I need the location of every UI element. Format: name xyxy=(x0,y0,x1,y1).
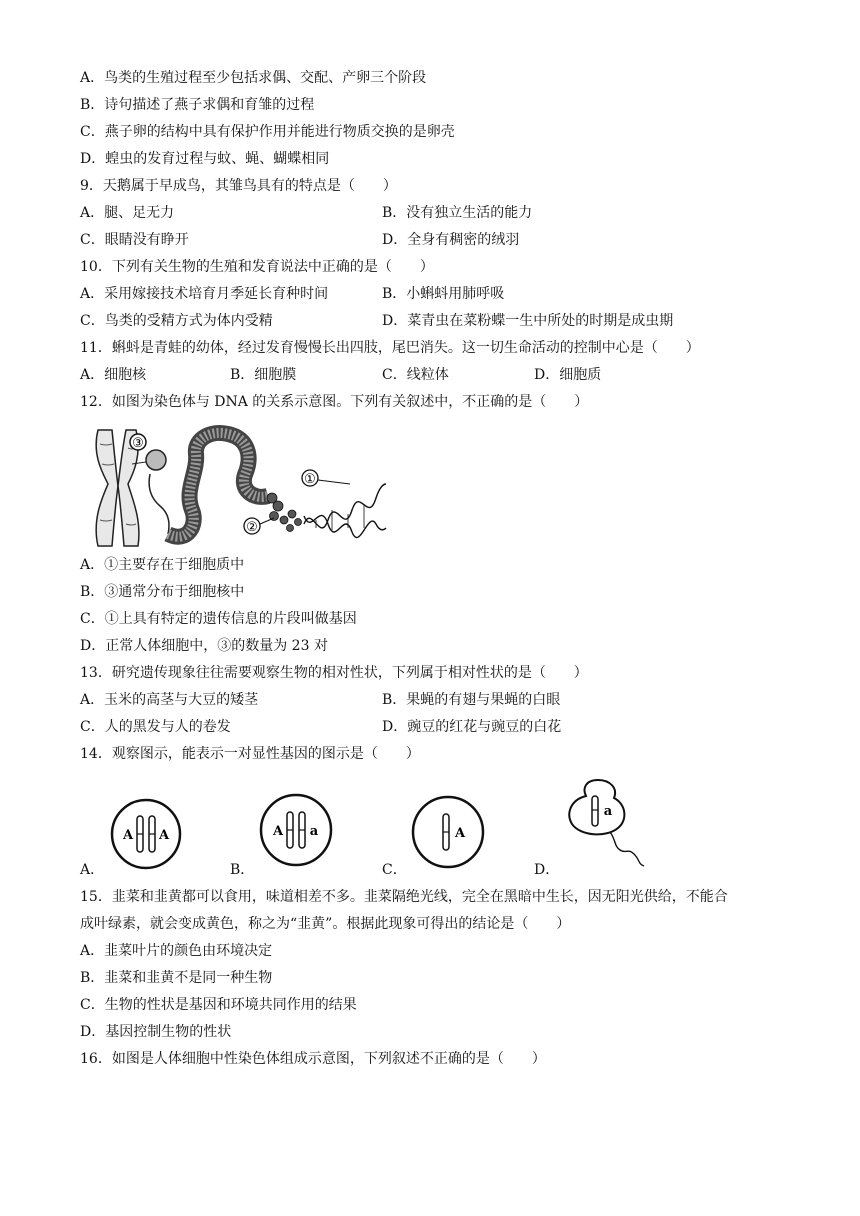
q12-stem: 12．如图为染色体与 DNA 的关系示意图。下列有关叙述中，不正确的是（ ） xyxy=(80,394,589,410)
q10-option-c: C．鸟类的受精方式为体内受精 xyxy=(80,313,273,329)
svg-text:A: A xyxy=(122,828,134,843)
q13-option-a: A．玉米的高茎与大豆的矮茎 xyxy=(80,692,259,708)
q12-option-d: D．正常人体细胞中，③的数量为 23 对 xyxy=(80,638,328,654)
q11-option-a: A．细胞核 xyxy=(80,367,147,383)
q8-option-c: C．燕子卵的结构中具有保护作用并能进行物质交换的是卵壳 xyxy=(80,124,455,140)
q12-option-b: B．③通常分布于细胞核中 xyxy=(80,584,245,600)
q15-option-b: B．韭菜和韭黄不是同一种生物 xyxy=(80,970,273,986)
fig-label-3: ③ xyxy=(132,436,144,451)
q13-option-d: D．豌豆的红花与豌豆的白花 xyxy=(382,719,562,735)
q12-option-a: A．①主要存在于细胞质中 xyxy=(80,557,245,573)
fig-label-2: ② xyxy=(246,520,258,535)
q9-option-a: A．腿、足无力 xyxy=(80,205,175,221)
q8-option-d: D．蝗虫的发育过程与蚊、蝇、蝴蝶相同 xyxy=(80,151,330,167)
q10-stem: 10．下列有关生物的生殖和发育说法中正确的是（ ） xyxy=(80,259,434,275)
q11-option-d: D．细胞质 xyxy=(534,367,602,383)
q11-stem: 11．蝌蚪是青蛙的幼体，经过发育慢慢长出四肢，尾巴消失。这一切生命活动的控制中心是（ ） xyxy=(80,340,700,356)
q14-option-c: C． xyxy=(382,862,407,878)
q10-option-b: B．小蝌蚪用肺呼吸 xyxy=(382,286,505,302)
q13-option-b: B．果蝇的有翅与果蝇的白眼 xyxy=(382,692,561,708)
q11-option-c: C．线粒体 xyxy=(382,367,449,383)
svg-text:a: a xyxy=(309,824,319,839)
svg-text:A: A xyxy=(454,826,466,841)
q12-option-c: C．①上具有特定的遗传信息的片段叫做基因 xyxy=(80,611,357,627)
q11-option-b: B．细胞膜 xyxy=(230,367,297,383)
nucleosome-beads xyxy=(267,493,302,532)
q8-option-b: B．诗句描述了燕子求偶和育雏的过程 xyxy=(80,97,315,113)
q10-option-d: D．菜青虫在菜粉蝶一生中所处的时期是成虫期 xyxy=(382,313,674,329)
q13-option-c: C．人的黑发与人的卷发 xyxy=(80,719,231,735)
q9-option-d: D．全身有稠密的绒羽 xyxy=(382,232,520,248)
q15-option-d: D．基因控制生物的性状 xyxy=(80,1024,232,1040)
gene-figure-d xyxy=(556,774,660,870)
q15-option-c: C．生物的性状是基因和环境共同作用的结果 xyxy=(80,997,357,1013)
q16-stem: 16．如图是人体细胞中性染色体组成示意图，下列叙述不正确的是（ ） xyxy=(80,1051,546,1067)
q14-option-d: D． xyxy=(534,862,560,878)
q9-option-b: B．没有独立生活的能力 xyxy=(382,205,533,221)
q15-stem-line2: 成叶绿素，就会变成黄色，称之为“韭黄”。根据此现象可得出的结论是（ ） xyxy=(80,916,571,932)
q8-option-a: A．鸟类的生殖过程至少包括求偶、交配、产卵三个阶段 xyxy=(80,70,427,86)
q15-option-a: A．韭菜叶片的颜色由环境决定 xyxy=(80,943,273,959)
q10-option-a: A．采用嫁接技术培育月季延长育种时间 xyxy=(80,286,329,302)
svg-text:a: a xyxy=(603,804,613,819)
gene-figure-a xyxy=(104,796,188,872)
dna-helix xyxy=(304,484,386,538)
chromosome-dna-diagram xyxy=(88,424,388,550)
q14-option-a: A． xyxy=(80,862,105,878)
svg-text:A: A xyxy=(272,824,284,839)
q9-option-c: C．眼睛没有睁开 xyxy=(80,232,189,248)
q14-option-b: B． xyxy=(230,862,255,878)
fig-label-1: ① xyxy=(304,472,316,487)
q15-stem-line1: 15．韭菜和韭黄都可以食用，味道相差不多。韭菜隔绝光线，完全在黑暗中生长，因无阳光供给，不能合 xyxy=(80,889,728,905)
gene-figure-c xyxy=(406,792,490,872)
q14-stem: 14．观察图示，能表示一对显性基因的图示是（ ） xyxy=(80,746,420,762)
svg-text:A: A xyxy=(158,828,170,843)
q13-stem: 13．研究遗传现象往往需要观察生物的相对性状，下列属于相对性状的是（ ） xyxy=(80,665,588,681)
gene-figure-b xyxy=(254,790,338,870)
q9-stem: 9．天鹅属于早成鸟，其雏鸟具有的特点是（ ） xyxy=(80,178,397,194)
